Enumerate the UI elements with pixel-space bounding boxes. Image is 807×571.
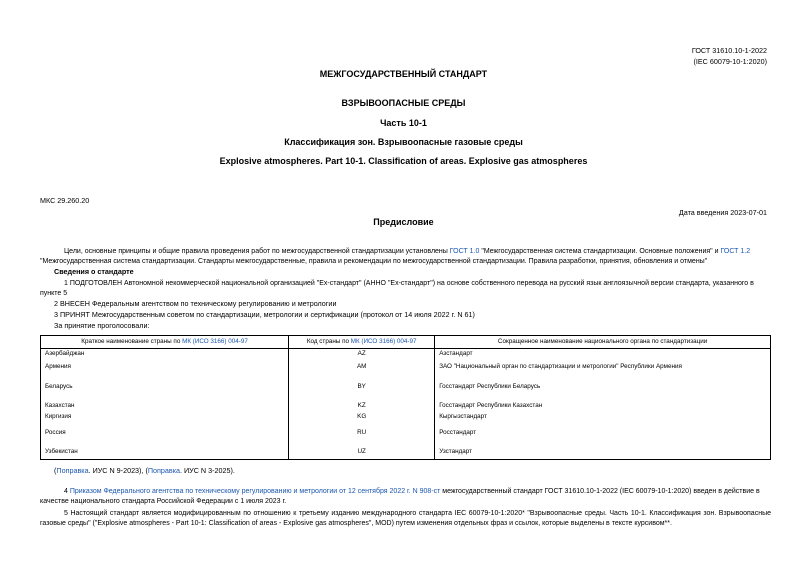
country-cell: Казахстан (41, 401, 289, 412)
amendment-link-2[interactable]: Поправка (147, 466, 181, 475)
code-cell: BY (289, 382, 435, 401)
gost-number: ГОСТ 31610.10-1-2022 (691, 46, 767, 55)
table-row (41, 362, 771, 382)
body-cell: Узстандарт (435, 447, 771, 460)
header-code-text: Код страны по (306, 338, 351, 345)
mks-code: МКС 29.260.20 (40, 196, 90, 205)
code-cell: KZ (289, 401, 435, 412)
body-cell: Азстандарт (435, 349, 771, 362)
item-4 (40, 487, 771, 507)
item-1: 1 ПОДГОТОВЛЕН Автономной некоммерческой национальной организацией "Ех-стандарт" (АННО "Ех-стандарт") на основе собственного перевода на русский язык англоязычной версии стандарта, указанного в пункте 5 (40, 280, 754, 297)
body-cell: Росстандарт (435, 428, 771, 447)
amendments-line (54, 466, 235, 476)
header-country-text: Краткое наименование страны по (81, 338, 183, 345)
item-3: 3 ПРИНЯТ Межгосударственным советом по стандартизации, метрологии и сертификации (протокол от 14 июля 2022 г. N 61) (54, 310, 475, 319)
subtitle-ru: Классификация зон. Взрывоопасные газовые среды (284, 137, 523, 147)
intro-text-3: "Межгосударственная система стандартизации. Стандарты межгосударственные, правила и рекомендации по межгосударственной стандартизации. Правила разработки, принятия, обновления и отмены" (40, 258, 708, 265)
mk-iso-link-1[interactable]: МК (ИСО 3166) 004-97 (182, 338, 248, 345)
country-cell: Беларусь (41, 382, 289, 401)
body-cell: Госстандарт Республики Казахстан (435, 401, 771, 412)
item-4-number: 4 (64, 488, 70, 495)
header-code (289, 336, 435, 349)
table-row (41, 412, 771, 428)
mk-iso-link-2[interactable]: МК (ИСО 3166) 004-97 (350, 338, 417, 345)
order-link[interactable]: Приказом Федерального агентства по техническому регулированию и метрологии от 12 сентября 2022 г. N 908-ст (69, 488, 441, 495)
country-cell: Азербайджан (41, 349, 289, 362)
body-cell: Госстандарт Республики Беларусь (435, 382, 771, 401)
table-row (41, 349, 771, 362)
intro-text-1: Цели, основные принципы и общие правила проведения работ по межгосударственной стандартизации установлены (64, 248, 450, 255)
code-cell: KG (289, 412, 435, 428)
item-2: 2 ВНЕСЕН Федеральным агентством по техническому регулированию и метрологии (54, 299, 337, 308)
header-body: Сокращенное наименование национального органа по стандартизации (435, 336, 771, 349)
table-row (41, 382, 771, 401)
code-cell: RU (289, 428, 435, 447)
part-number: Часть 10-1 (380, 118, 427, 128)
amend-open: ( (54, 466, 57, 475)
intro-text-2: "Межгосударственная система стандартизации. Основные положения" и (479, 248, 721, 255)
amend-text-1: . ИУС N 9-2023), ( (88, 466, 148, 475)
code-cell: AZ (289, 349, 435, 362)
amend-text-2: . ИУС N 3-2025). (180, 466, 235, 475)
countries-table (40, 335, 771, 460)
subtitle-en: Explosive atmospheres. Part 10-1. Classification of areas. Explosive gas atmospheres (219, 156, 588, 166)
country-cell: Россия (41, 428, 289, 447)
country-cell: Киргизия (41, 412, 289, 428)
gost-1-0-link[interactable]: ГОСТ 1.0 (449, 248, 480, 255)
code-cell: UZ (289, 447, 435, 460)
standard-type: МЕЖГОСУДАРСТВЕННЫЙ СТАНДАРТ (319, 69, 488, 79)
title-main: ВЗРЫВООПАСНЫЕ СРЕДЫ (341, 98, 466, 108)
table-row (41, 428, 771, 447)
intro-date: Дата введения 2023-07-01 (678, 208, 767, 217)
iec-number: (IEC 60079-10-1:2020) (693, 57, 767, 66)
item-4-text: межгосударственный стандарт ГОСТ 31610.10-1-2022 (IEC 60079-10-1:2020) введен в действие в качестве национального стандарта Российской Федерации с 1 июля 2023 г. (40, 488, 760, 505)
item-5: 5 Настоящий стандарт является модифицированным по отношению к третьему изданию международного стандарта IEC 60079-10-1:2020* "Взрывоопасные среды. Часть 10-1. Классификация зон. Взрывоопасные газовые среды" ("Explosive atmospheres - Part 10-1: Classification of areas - Explosive gas atmospheres", MOD) путем изменения отдельных фраз и ссылок, которые выделены в тексте курсивом**. (40, 510, 771, 527)
table-row (41, 401, 771, 412)
info-heading: Сведения о стандарте (54, 267, 134, 276)
country-cell: Узбекистан (41, 447, 289, 460)
code-cell: AM (289, 362, 435, 382)
vote-label: За принятие проголосовали: (54, 321, 150, 330)
table-header-row (41, 336, 771, 349)
header-country (41, 336, 289, 349)
preface-heading: Предисловие (373, 217, 434, 227)
intro-paragraph (40, 247, 771, 267)
body-cell: Кыргызстандарт (435, 412, 771, 428)
body-cell: ЗАО "Национальный орган по стандартизации и метрологии" Республики Армения (435, 362, 771, 382)
amendment-link-1[interactable]: Поправка (56, 466, 89, 475)
country-cell: Армения (41, 362, 289, 382)
gost-1-2-link[interactable]: ГОСТ 1.2 (720, 248, 751, 255)
table-row (41, 447, 771, 460)
